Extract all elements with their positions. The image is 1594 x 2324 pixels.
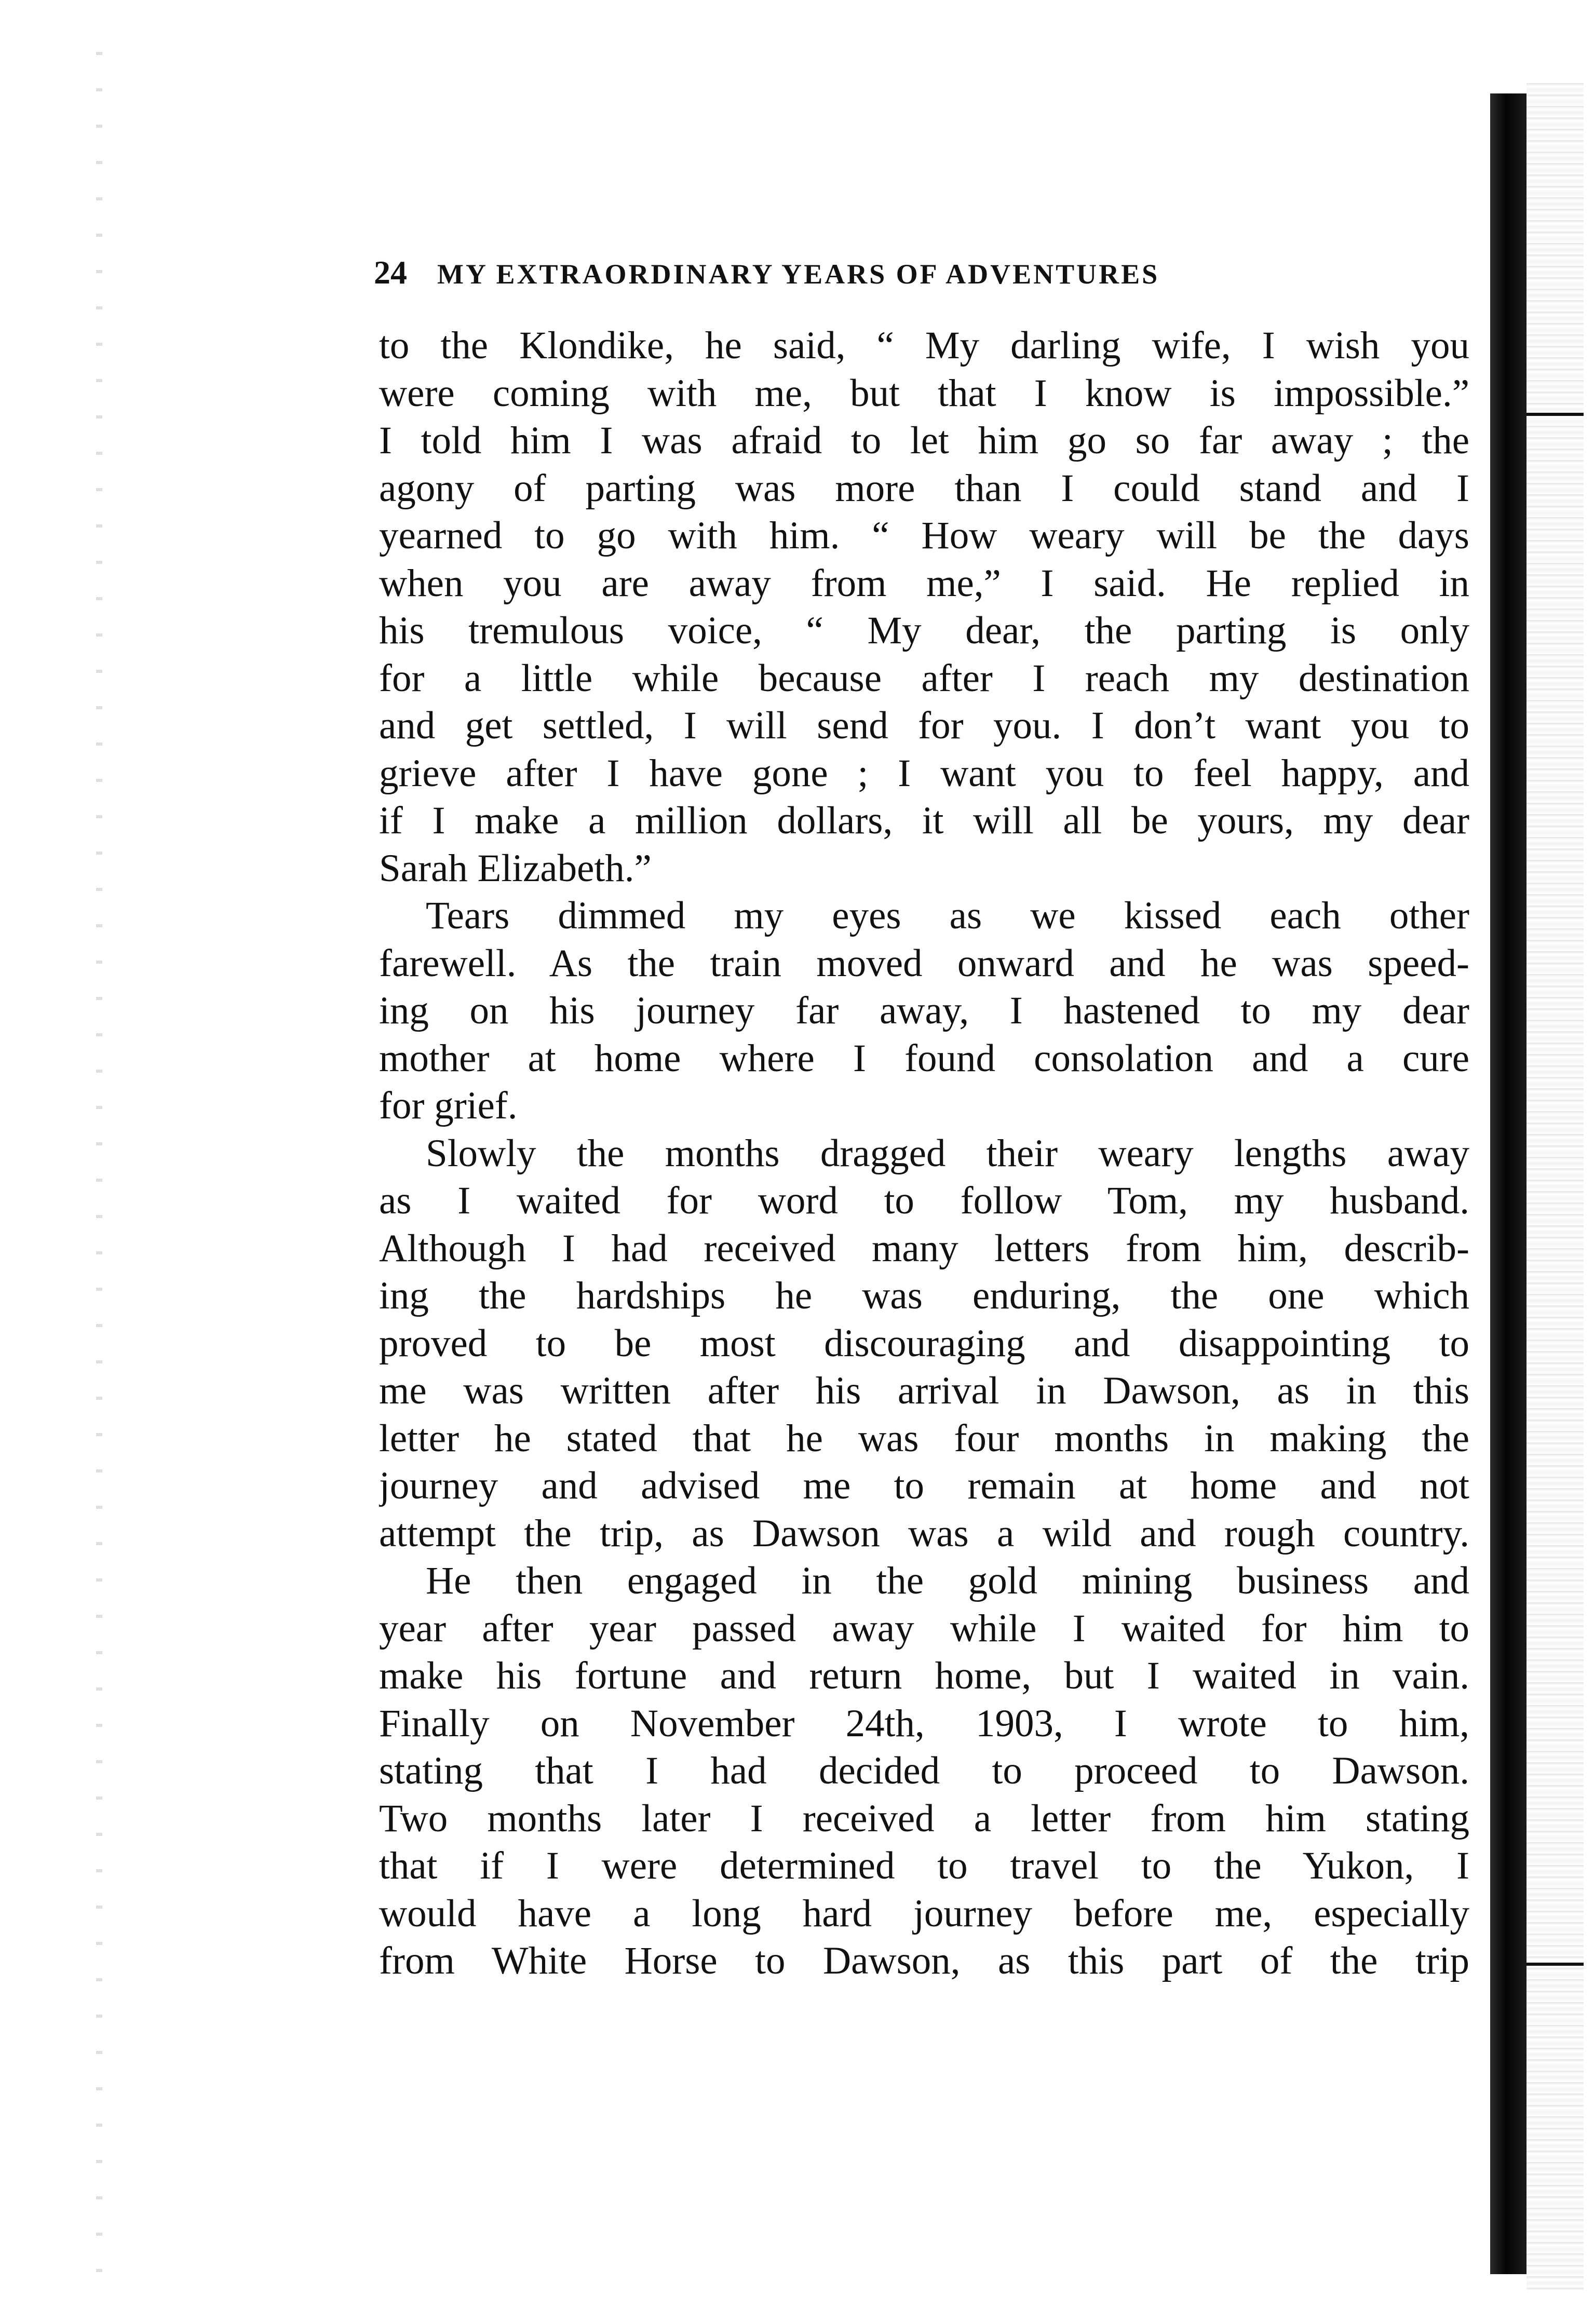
text-line: Although I had received many letters from him, describ- — [379, 1226, 1469, 1270]
text-line: and get settled, I will send for you. I don’t want you to — [379, 704, 1469, 747]
text-line: Finally on November 24th, 1903, I wrote to him, — [379, 1701, 1469, 1745]
text-line: yearned to go with him. “ How weary will be the days — [379, 514, 1469, 557]
text-line: make his fortune and return home, but I waited in vain. — [379, 1654, 1469, 1697]
text-line: ing the hardships he was enduring, the one which — [379, 1274, 1469, 1317]
page-header — [374, 253, 1371, 300]
text-line: year after year passed away while I waited for him to — [379, 1606, 1469, 1650]
text-line: ing on his journey far away, I hastened to my dear — [379, 989, 1469, 1032]
body-text — [379, 322, 1469, 1985]
text-line: Sarah Elizabeth.” — [379, 846, 652, 890]
text-line: Slowly the months dragged their weary lengths away — [426, 1131, 1469, 1175]
text-line: agony of parting was more than I could stand and I — [379, 466, 1469, 510]
text-line: grieve after I have gone ; I want you to feel happy, and — [379, 751, 1469, 795]
text-line: attempt the trip, as Dawson was a wild and rough country. — [379, 1511, 1469, 1555]
text-line: proved to be most discouraging and disappointing to — [379, 1321, 1469, 1365]
text-line: letter he stated that he was four months in making the — [379, 1416, 1469, 1460]
text-line: to the Klondike, he said, “ My darling wife, I wish you — [379, 324, 1469, 367]
text-line: when you are away from me,” I said. He replied in — [379, 561, 1469, 605]
text-line: were coming with me, but that I know is impossible.” — [379, 371, 1469, 415]
text-line: me was written after his arrival in Dawson, as in this — [379, 1369, 1469, 1412]
text-line: stating that I had decided to proceed to Dawson. — [379, 1749, 1469, 1792]
text-line: farewell. As the train moved onward and he was speed- — [379, 941, 1469, 985]
text-line: his tremulous voice, “ My dear, the parting is only — [379, 609, 1469, 652]
scan-binding-tick — [1527, 1963, 1584, 1966]
text-line: I told him I was afraid to let him go so far away ; the — [379, 419, 1469, 462]
text-line: that if I were determined to travel to the Yukon, I — [379, 1844, 1469, 1887]
text-line: Tears dimmed my eyes as we kissed each other — [426, 894, 1469, 937]
text-line: for grief. — [379, 1084, 518, 1127]
page-number: 24 — [374, 254, 407, 291]
text-line: if I make a million dollars, it will all be yours, my dear — [379, 799, 1469, 842]
text-line: for a little while because after I reach my destination — [379, 656, 1469, 700]
text-line: would have a long hard journey before me, especially — [379, 1891, 1469, 1935]
scan-binding-edge — [1490, 93, 1527, 2274]
text-line: from White Horse to Dawson, as this part of the trip — [379, 1939, 1469, 1982]
text-line: Two months later I received a letter from him stating — [379, 1796, 1469, 1840]
text-line: as I waited for word to follow Tom, my husband. — [379, 1179, 1469, 1222]
text-line: He then engaged in the gold mining business and — [426, 1559, 1469, 1602]
scan-binding-tick — [1527, 413, 1584, 416]
text-line: journey and advised me to remain at home and not — [379, 1464, 1469, 1507]
running-title: MY EXTRAORDINARY YEARS OF ADVENTURES — [437, 259, 1160, 290]
text-line: mother at home where I found consolation and a cure — [379, 1036, 1469, 1080]
scan-margin-marks — [96, 52, 102, 2285]
